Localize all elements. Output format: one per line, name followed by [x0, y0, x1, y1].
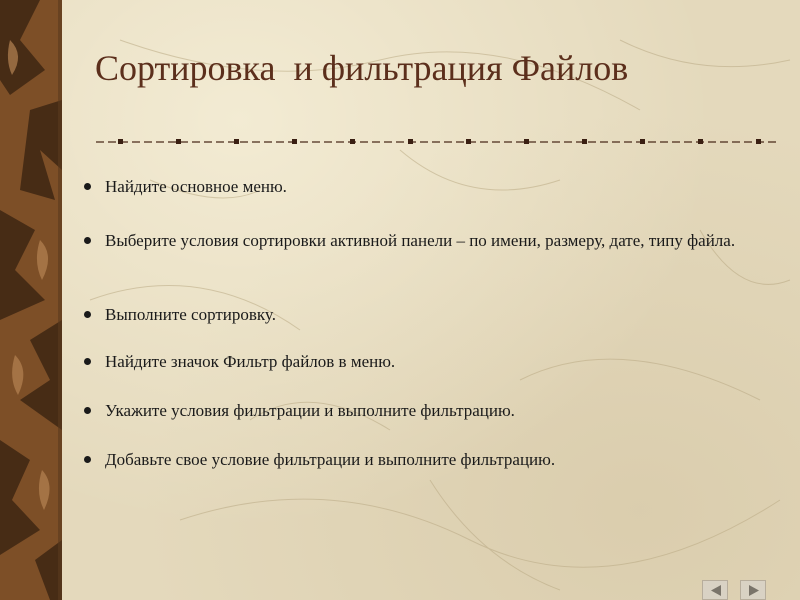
divider-square [582, 139, 587, 144]
divider-square [234, 139, 239, 144]
slide-title: Сортировка и фильтрация Файлов [95, 48, 629, 88]
bullet-text: Выберите условия сортировки активной панели – по имени, размеру, дате, типу файла. [105, 231, 736, 250]
divider-square [698, 139, 703, 144]
list-item [82, 396, 515, 425]
list-item [82, 226, 775, 255]
bullet-text: Найдите основное меню. [105, 177, 287, 196]
bullet-text: Добавьте свое условие фильтрации и выполните фильтрацию. [105, 450, 556, 469]
bullet-text: Укажите условия фильтрации и выполните фильтрацию. [105, 401, 515, 420]
dashed-divider [96, 137, 776, 147]
next-slide-button[interactable] [740, 580, 766, 600]
list-item [82, 172, 287, 201]
divider-square [524, 139, 529, 144]
divider-square [640, 139, 645, 144]
prev-slide-button[interactable] [702, 580, 728, 600]
divider-square [176, 139, 181, 144]
bullet-dot [84, 358, 91, 365]
divider-square [292, 139, 297, 144]
divider-square [408, 139, 413, 144]
bullet-dot [84, 183, 91, 190]
divider-square [118, 139, 123, 144]
divider-square [466, 139, 471, 144]
list-item [82, 300, 276, 329]
decorative-leaf-strip [0, 0, 62, 600]
bullet-dot [84, 407, 91, 414]
bullet-text: Выполните сортировку. [105, 305, 276, 324]
divider-square [756, 139, 761, 144]
list-item [82, 445, 555, 474]
bullet-dot [84, 456, 91, 463]
arrow-right-icon [748, 585, 760, 596]
bullet-text: Найдите значок Фильтр файлов в меню. [105, 352, 396, 371]
list-item [82, 347, 395, 376]
bullet-dot [84, 311, 91, 318]
bullet-dot [84, 237, 91, 244]
arrow-left-icon [710, 585, 722, 596]
divider-square [350, 139, 355, 144]
